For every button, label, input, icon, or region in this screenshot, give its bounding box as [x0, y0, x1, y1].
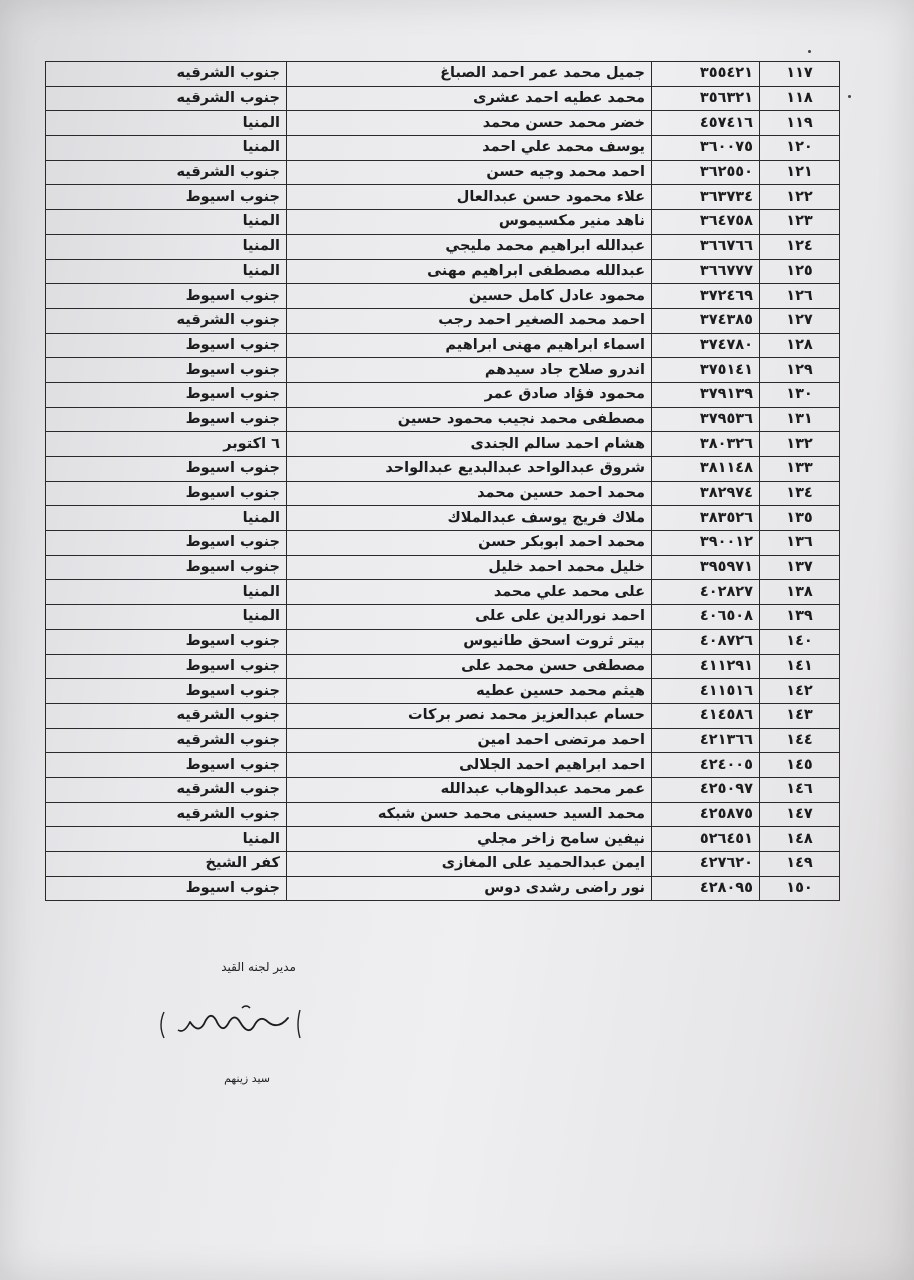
person-name: احمد مرتضى احمد امين — [287, 728, 652, 753]
region-name: جنوب اسيوط — [46, 457, 287, 482]
region-name: جنوب اسيوط — [46, 185, 287, 210]
person-name: يوسف محمد علي احمد — [287, 136, 652, 161]
stray-mark — [848, 95, 851, 98]
person-name: هشام احمد سالم الجندى — [287, 432, 652, 457]
region-name: جنوب الشرقيه — [46, 160, 287, 185]
record-code: ٣٦٣٧٣٤ — [652, 185, 760, 210]
row-number: ١١٧ — [760, 62, 840, 87]
record-code: ٣٦٦٧٧٧ — [652, 259, 760, 284]
person-name: محمود عادل كامل حسين — [287, 284, 652, 309]
person-name: علاء محمود حسن عبدالعال — [287, 185, 652, 210]
region-name: المنيا — [46, 234, 287, 259]
table-row — [46, 185, 840, 210]
record-code: ٤١١٥١٦ — [652, 679, 760, 704]
table-row — [46, 629, 840, 654]
table-row — [46, 284, 840, 309]
region-name: المنيا — [46, 111, 287, 136]
record-code: ٤٢٤٠٠٥ — [652, 753, 760, 778]
record-code: ٣٧٩٥٣٦ — [652, 407, 760, 432]
record-code: ٣٦٦٧٦٦ — [652, 234, 760, 259]
record-code: ٣٨١١٤٨ — [652, 457, 760, 482]
person-name: جميل محمد عمر احمد الصباغ — [287, 62, 652, 87]
records-table — [45, 61, 840, 901]
table-row — [46, 432, 840, 457]
person-name: احمد محمد الصغير احمد رجب — [287, 308, 652, 333]
person-name: عبدالله ابراهيم محمد مليجي — [287, 234, 652, 259]
person-name: حسام عبدالعزيز محمد نصر بركات — [287, 703, 652, 728]
region-name: جنوب اسيوط — [46, 481, 287, 506]
person-name: ناهد منير مكسيموس — [287, 210, 652, 235]
table-row — [46, 802, 840, 827]
table-row — [46, 605, 840, 630]
table-row — [46, 407, 840, 432]
person-name: محمد احمد حسين محمد — [287, 481, 652, 506]
person-name: احمد ابراهيم احمد الجلالى — [287, 753, 652, 778]
signatory-name: سيد زينهم — [224, 1072, 270, 1085]
record-code: ٣٧٤٧٨٠ — [652, 333, 760, 358]
person-name: ايمن عبدالحميد على المغازى — [287, 852, 652, 877]
person-name: محمد احمد ابوبكر حسن — [287, 531, 652, 556]
record-code: ٣٧٢٤٦٩ — [652, 284, 760, 309]
row-number: ١٣٤ — [760, 481, 840, 506]
record-code: ٣٧٥١٤١ — [652, 358, 760, 383]
row-number: ١٤٨ — [760, 827, 840, 852]
table-row — [46, 728, 840, 753]
row-number: ١٤٣ — [760, 703, 840, 728]
region-name: جنوب الشرقيه — [46, 86, 287, 111]
record-code: ٣٧٤٣٨٥ — [652, 308, 760, 333]
table-row — [46, 827, 840, 852]
region-name: جنوب الشرقيه — [46, 703, 287, 728]
row-number: ١٣٢ — [760, 432, 840, 457]
region-name: جنوب الشرقيه — [46, 308, 287, 333]
record-code: ٤١١٢٩١ — [652, 654, 760, 679]
row-number: ١٢٠ — [760, 136, 840, 161]
table-row — [46, 679, 840, 704]
table-row — [46, 308, 840, 333]
table-row — [46, 160, 840, 185]
row-number: ١١٩ — [760, 111, 840, 136]
row-number: ١٣٨ — [760, 580, 840, 605]
region-name: جنوب اسيوط — [46, 284, 287, 309]
region-name: جنوب الشرقيه — [46, 728, 287, 753]
row-number: ١٢٧ — [760, 308, 840, 333]
record-code: ٤٢٧٦٢٠ — [652, 852, 760, 877]
record-code: ٤٢٥٠٩٧ — [652, 777, 760, 802]
region-name: جنوب الشرقيه — [46, 802, 287, 827]
person-name: عمر محمد عبدالوهاب عبدالله — [287, 777, 652, 802]
row-number: ١٣٧ — [760, 555, 840, 580]
region-name: جنوب اسيوط — [46, 358, 287, 383]
person-name: شروق عبدالواحد عبدالبديع عبدالواحد — [287, 457, 652, 482]
region-name: جنوب اسيوط — [46, 407, 287, 432]
row-number: ١٣٣ — [760, 457, 840, 482]
table-row — [46, 382, 840, 407]
stray-mark — [808, 50, 811, 53]
record-code: ٣٩٠٠١٢ — [652, 531, 760, 556]
row-number: ١١٨ — [760, 86, 840, 111]
table-row — [46, 777, 840, 802]
table-row — [46, 62, 840, 87]
person-name: خضر محمد حسن محمد — [287, 111, 652, 136]
region-name: جنوب اسيوط — [46, 531, 287, 556]
table-row — [46, 136, 840, 161]
record-code: ٣٩٥٩٧١ — [652, 555, 760, 580]
table-row — [46, 111, 840, 136]
table-row — [46, 481, 840, 506]
person-name: محمد عطيه احمد عشرى — [287, 86, 652, 111]
person-name: مصطفى حسن محمد على — [287, 654, 652, 679]
row-number: ١٢٣ — [760, 210, 840, 235]
row-number: ١٢٥ — [760, 259, 840, 284]
record-code: ٤٥٧٤١٦ — [652, 111, 760, 136]
region-name: جنوب اسيوط — [46, 333, 287, 358]
record-code: ٣٧٩١٣٩ — [652, 382, 760, 407]
person-name: احمد نورالدين على على — [287, 605, 652, 630]
region-name: المنيا — [46, 506, 287, 531]
region-name: المنيا — [46, 580, 287, 605]
signature-title: مدير لجنه القيد — [221, 960, 296, 974]
person-name: بيتر ثروت اسحق طانيوس — [287, 629, 652, 654]
record-code: ٤٢٨٠٩٥ — [652, 876, 760, 901]
row-number: ١٣٦ — [760, 531, 840, 556]
record-code: ٣٨٣٥٢٦ — [652, 506, 760, 531]
record-code: ٤٢١٣٦٦ — [652, 728, 760, 753]
row-number: ١٤٢ — [760, 679, 840, 704]
region-name: جنوب اسيوط — [46, 629, 287, 654]
row-number: ١٢٩ — [760, 358, 840, 383]
table-row — [46, 333, 840, 358]
handwritten-signature — [150, 1000, 320, 1050]
region-name: جنوب اسيوط — [46, 679, 287, 704]
table-row — [46, 531, 840, 556]
person-name: محمود فؤاد صادق عمر — [287, 382, 652, 407]
record-code: ٣٨٠٣٢٦ — [652, 432, 760, 457]
region-name: المنيا — [46, 827, 287, 852]
region-name: المنيا — [46, 136, 287, 161]
record-code: ٤٠٦٥٠٨ — [652, 605, 760, 630]
table-row — [46, 210, 840, 235]
region-name: ٦ اكتوبر — [46, 432, 287, 457]
table-row — [46, 876, 840, 901]
table-row — [46, 358, 840, 383]
row-number: ١٤٠ — [760, 629, 840, 654]
person-name: هيثم محمد حسين عطيه — [287, 679, 652, 704]
region-name: جنوب الشرقيه — [46, 777, 287, 802]
table-row — [46, 555, 840, 580]
table-row — [46, 457, 840, 482]
table-row — [46, 259, 840, 284]
row-number: ١٢٤ — [760, 234, 840, 259]
person-name: اندرو صلاح جاد سيدهم — [287, 358, 652, 383]
region-name: جنوب اسيوط — [46, 382, 287, 407]
record-code: ٤٢٥٨٧٥ — [652, 802, 760, 827]
person-name: عبدالله مصطفى ابراهيم مهنى — [287, 259, 652, 284]
region-name: المنيا — [46, 210, 287, 235]
row-number: ١٤٧ — [760, 802, 840, 827]
person-name: محمد السيد حسينى محمد حسن شبكه — [287, 802, 652, 827]
row-number: ١٢١ — [760, 160, 840, 185]
record-code: ٣٦٤٧٥٨ — [652, 210, 760, 235]
table-row — [46, 852, 840, 877]
region-name: جنوب اسيوط — [46, 654, 287, 679]
table-row — [46, 506, 840, 531]
record-code: ٤٠٢٨٢٧ — [652, 580, 760, 605]
row-number: ١٣٥ — [760, 506, 840, 531]
record-code: ٣٦٢٥٥٠ — [652, 160, 760, 185]
table-row — [46, 654, 840, 679]
region-name: جنوب اسيوط — [46, 753, 287, 778]
row-number: ١٢٢ — [760, 185, 840, 210]
row-number: ١٣٠ — [760, 382, 840, 407]
table-row — [46, 86, 840, 111]
row-number: ١٥٠ — [760, 876, 840, 901]
region-name: المنيا — [46, 259, 287, 284]
person-name: خليل محمد احمد خليل — [287, 555, 652, 580]
person-name: على محمد علي محمد — [287, 580, 652, 605]
record-code: ٥٢٦٤٥١ — [652, 827, 760, 852]
table-row — [46, 234, 840, 259]
row-number: ١٤١ — [760, 654, 840, 679]
row-number: ١٢٨ — [760, 333, 840, 358]
row-number: ١٤٥ — [760, 753, 840, 778]
row-number: ١٤٦ — [760, 777, 840, 802]
record-code: ٣٨٢٩٧٤ — [652, 481, 760, 506]
row-number: ١٤٤ — [760, 728, 840, 753]
row-number: ١٤٩ — [760, 852, 840, 877]
region-name: كفر الشيخ — [46, 852, 287, 877]
table-row — [46, 703, 840, 728]
record-code: ٣٦٠٠٧٥ — [652, 136, 760, 161]
table-row — [46, 753, 840, 778]
person-name: احمد محمد وجيه حسن — [287, 160, 652, 185]
person-name: مصطفى محمد نجيب محمود حسين — [287, 407, 652, 432]
person-name: نيفين سامح زاخر مجلي — [287, 827, 652, 852]
person-name: نور راضى رشدى دوس — [287, 876, 652, 901]
record-code: ٤١٤٥٨٦ — [652, 703, 760, 728]
row-number: ١٢٦ — [760, 284, 840, 309]
row-number: ١٣٩ — [760, 605, 840, 630]
region-name: جنوب اسيوط — [46, 876, 287, 901]
region-name: جنوب الشرقيه — [46, 62, 287, 87]
person-name: اسماء ابراهيم مهنى ابراهيم — [287, 333, 652, 358]
record-code: ٤٠٨٧٢٦ — [652, 629, 760, 654]
region-name: جنوب اسيوط — [46, 555, 287, 580]
region-name: المنيا — [46, 605, 287, 630]
record-code: ٣٥٦٣٢١ — [652, 86, 760, 111]
row-number: ١٣١ — [760, 407, 840, 432]
table-row — [46, 580, 840, 605]
records-table-body — [46, 62, 840, 901]
record-code: ٣٥٥٤٢١ — [652, 62, 760, 87]
signature-block — [150, 960, 330, 1100]
person-name: ملاك فريج يوسف عبدالملاك — [287, 506, 652, 531]
